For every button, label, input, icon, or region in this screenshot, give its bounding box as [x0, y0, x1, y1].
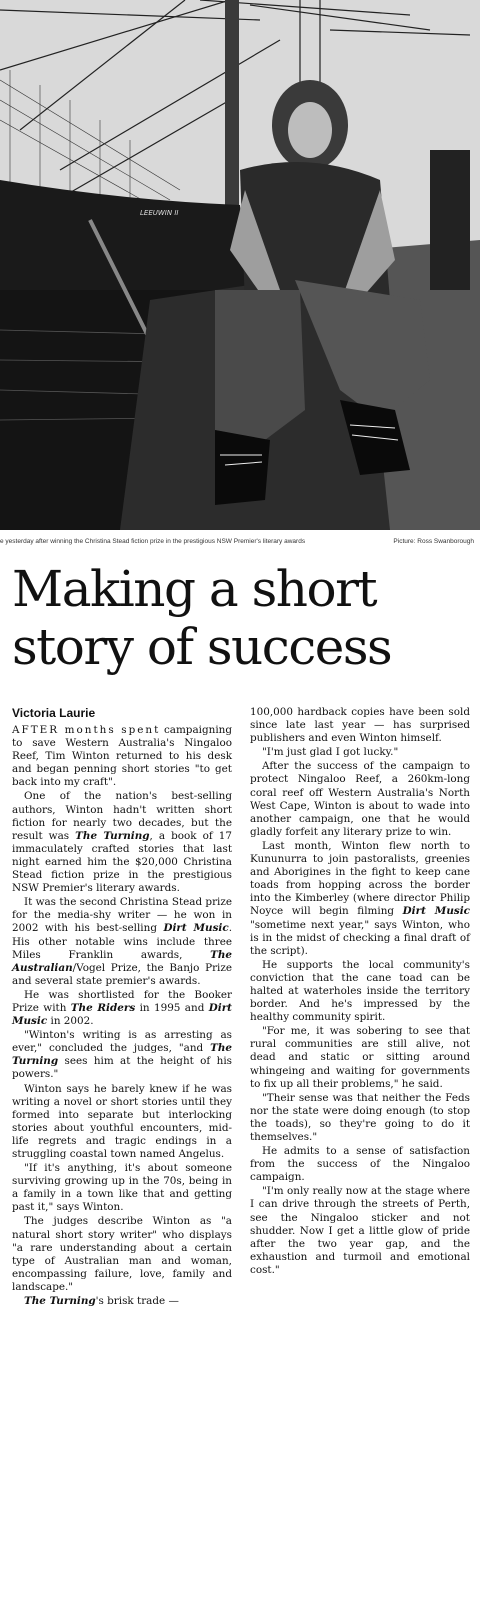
byline: Victoria Laurie	[12, 706, 96, 720]
article-column-right	[250, 706, 470, 1278]
headline-line-2: story of success	[12, 618, 392, 676]
paragraph: "If it's anything, it's about someone surviving growing up in the 70s, being in a family in a town like that and getting past it," says Winton.	[12, 1162, 232, 1214]
paragraph: AFTER months spent campaigning to save Western Australia's Ningaloo Reef, Tim Winton returned to his desk and began penning short stories "to get back into my craft".	[12, 724, 232, 789]
paragraph: One of the nation's best-selling authors, Winton hadn't written short fiction for nearly two decades, but the result was The Turning, a book of 17 immaculately crafted stories that last night earned him the $20,000 Christina Stead fiction prize in the prestigious NSW Premier's literary awards.	[12, 790, 232, 895]
paragraph: "Their sense was that neither the Feds nor the state were doing enough (to stop the toads), so they're going to do it themselves."	[250, 1091, 470, 1143]
book-title: The Turning	[75, 829, 150, 842]
book-title: Dirt Music	[402, 905, 470, 918]
paragraph: He supports the local community's conviction that the cane toad can be halted at waterholes inside the territory border. And he's impressed by the healthy community spirit.	[250, 958, 470, 1024]
paragraph: It was the second Christina Stead prize for the media-shy writer — he won in 2002 with his best-selling Dirt Music. His other notable wins include three Miles Franklin awards, The Australian/Vogel Prize, the Banjo Prize and several state premier's awards.	[12, 896, 233, 987]
paragraph: "I'm just glad I got lucky."	[262, 746, 399, 759]
photo-man-on-ship-dock-icon	[0, 0, 480, 530]
article-photo	[0, 0, 480, 530]
paragraph: "I'm only really now at the stage where I can drive through the streets of Perth, see the Ningaloo sticker and not shudder. Now I get a little glow of pride after the two year gap, and the exhaustion and turmoil and emotional cost."	[250, 1185, 470, 1276]
headline	[12, 560, 472, 676]
photo-credit: Picture: Ross Swanborough	[393, 538, 474, 545]
book-title: Dirt Music	[163, 922, 229, 935]
article-column-left	[12, 724, 232, 1309]
paragraph: 100,000 hardback copies have been sold since late last year — has surprised publishers and even Winton himself.	[250, 706, 470, 745]
paragraph: After the success of the campaign to protect Ningaloo Reef, a 260km-long coral reef off Western Australia's North West Cape, Winton is about to wade into another campaign, one that he would gladly forfeit any literary prize to win.	[250, 760, 470, 838]
book-title: Dirt Music	[12, 1001, 232, 1028]
paragraph: "For me, it was sobering to see that rural communities are still alive, not dead and static or sitting around whingeing and waiting for governments to fix up all their problems," he said.	[250, 1025, 470, 1090]
ship-name: LEEUWIN II	[140, 209, 179, 217]
book-title: The Turning	[24, 1295, 96, 1308]
paragraph: The Turning's brisk trade —	[24, 1295, 179, 1308]
paragraph: The judges describe Winton as "a natural short story writer" who displays "a rare understanding about a certain type of Australian man and woman, encompassing failure, love, family and landscape."	[12, 1215, 232, 1293]
book-title: The Riders	[70, 1001, 136, 1014]
paragraph: "Winton's writing is as arresting as ever," concluded the judges, "and The Turning sees him at the height of his powers."	[12, 1029, 232, 1081]
photo-caption-row	[0, 535, 480, 549]
paragraph: He admits to a sense of satisfaction from the success of the Ningaloo campaign.	[250, 1145, 470, 1184]
publication-title: The Australian	[12, 948, 232, 974]
lead-in: AFTER months spent	[12, 724, 161, 736]
paragraph: Winton says he barely knew if he was writing a novel or short stories until they formed into separate but interlocking stories about youthful encounters, mid-life regrets and tragic endings in a struggling coastal town named Angelus.	[12, 1082, 232, 1160]
paragraph: Last month, Winton flew north to Kununurra to join pastoralists, greenies and Aborigines in the fight to keep cane toads from hopping across the border into the Kimberley (where director Philip Noyce will begin filming Dirt Music "sometime next year," says Winton, who is in the midst of checking a final draft of the script).	[250, 839, 470, 957]
paragraph: He was shortlisted for the Booker Prize with The Riders in 1995 and Dirt Music in 2002.	[12, 988, 232, 1028]
headline-line-1: Making a short	[12, 560, 377, 618]
photo-caption: e yesterday after winning the Christina Stead fiction prize in the prestigious NSW Premier's literary awards	[0, 538, 306, 545]
book-title: The Turning	[12, 1042, 232, 1068]
